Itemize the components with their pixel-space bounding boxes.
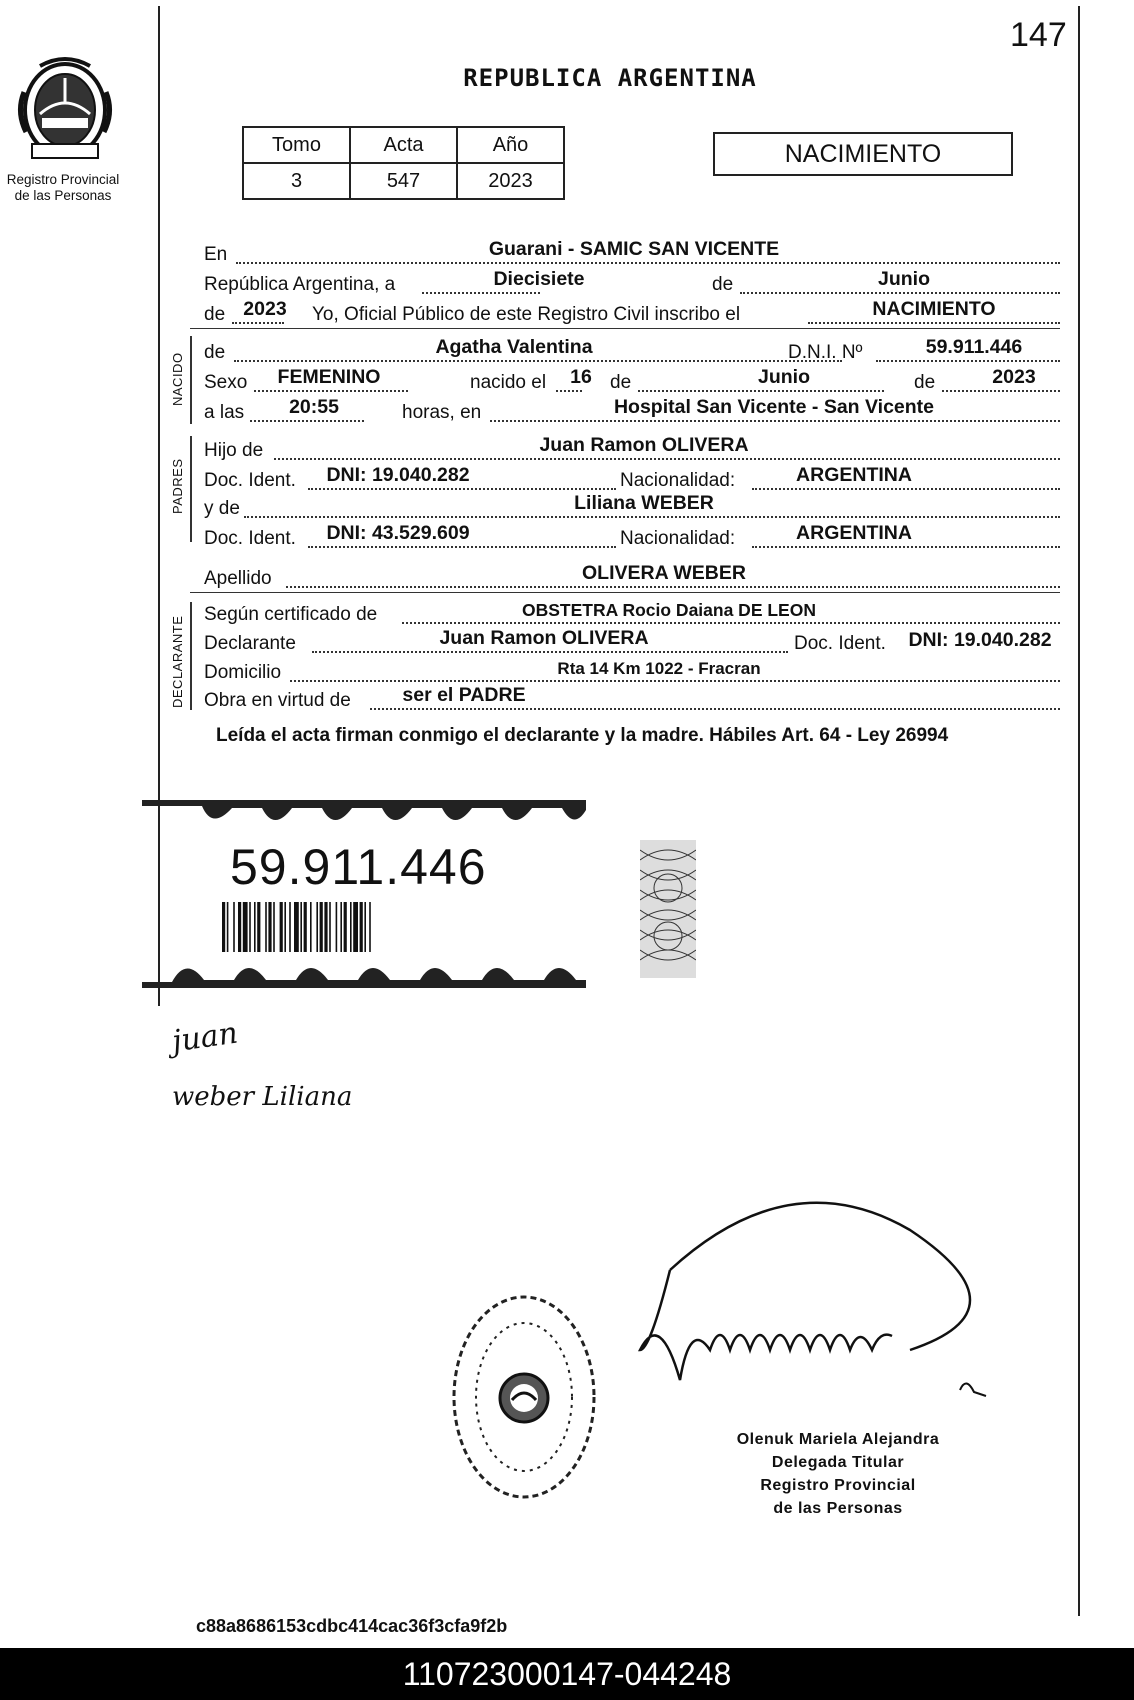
act-type-box: NACIMIENTO [713,132,1013,176]
declarante-section-label: DECLARANTE [170,615,185,708]
baby-name: Agatha Valentina [435,336,593,358]
officer-role: Delegada Titular [771,1454,905,1471]
declarante-row-name [204,627,1060,657]
dni-label: D.N.I. Nº [788,342,863,363]
en-label: En [204,244,228,265]
act-value: NACIMIENTO [872,298,996,320]
y-de-label: y de [204,498,240,519]
barcode-icon [222,902,478,952]
nacido-row-name [204,336,1060,366]
mother-name: Liliana WEBER [574,492,714,514]
obra-label: Obra en virtud de [204,690,351,711]
declarante-bracket [190,602,192,710]
mother-doc-label: Doc. Ident. [204,528,296,549]
left-margin-line [158,6,160,1006]
father-doc: DNI: 19.040.282 [326,464,470,486]
table-value-ano: 2023 [457,163,564,199]
label-bottom-border [142,954,586,988]
oficial-label: Yo, Oficial Público de este Registro Civil inscribo el [312,304,741,325]
intro-row-year [204,298,1060,328]
declarant-doc: DNI: 19.040.282 [908,629,1052,651]
mother-nationality: ARGENTINA [796,522,912,544]
sex-value: FEMENINO [277,366,381,388]
apellido-row [204,562,1060,592]
month-value: Junio [878,268,930,290]
nacido-section-label: NACIDO [170,352,185,406]
table-value-tomo: 3 [243,163,350,199]
father-name: Juan Ramon OLIVERA [539,434,749,456]
cert-label: Según certificado de [204,604,378,625]
day-value: Diecisiete [493,268,585,290]
mother-doc: DNI: 43.529.609 [326,522,470,544]
legal-note: Leída el acta firman conmigo el declarante y la madre. Hábiles Art. 64 - Ley 26994 [216,725,949,746]
hijo-label: Hijo de [204,440,264,461]
intro-row-place [204,238,1060,268]
father-nationality-label: Nacionalidad: [620,470,736,491]
sticker-dni: 59.911.446 [230,839,487,895]
de-label-2: de [610,372,632,393]
padres-row-mother [204,492,1060,522]
officer-org-line2: de las Personas [773,1500,903,1517]
place-value: Guarani - SAMIC SAN VICENTE [488,238,780,260]
de-label-3: de [914,372,936,393]
apellido-label: Apellido [204,568,272,589]
table-header-ano: Año [457,127,564,163]
horas-label: horas, en [402,402,482,423]
table-header-acta: Acta [350,127,457,163]
nacido-row-sex [204,366,1060,396]
padres-section-label: PADRES [170,458,185,514]
declarante-row-obra [204,684,1060,714]
official-stamp-icon [448,1290,600,1504]
de2-label: de [204,304,226,325]
officer-name: Olenuk Mariela Alejandra [736,1431,940,1448]
padres-bracket [190,436,192,542]
footer-code: 110723000147-044248 [0,1648,1134,1700]
section-divider [190,592,1060,593]
decl-label: Declarante [204,633,296,654]
intro-row-date [204,268,1060,298]
apellido-value: OLIVERA WEBER [582,562,746,584]
record-table [242,126,565,200]
father-doc-label: Doc. Ident. [204,470,296,491]
nacido-bracket [190,336,192,424]
domicilio-value: Rta 14 Km 1022 - Fracran [557,659,761,678]
registry-label: Registro Provincial de las Personas [6,172,120,203]
section-divider [190,328,1060,329]
father-nationality: ARGENTINA [796,464,912,486]
sexo-label: Sexo [204,372,248,393]
birth-time: 20:55 [289,396,339,418]
declarante-row-domicilio [204,656,1060,686]
hologram-icon [640,840,696,978]
cert-value: OBSTETRA Rocio Daiana DE LEON [522,600,816,620]
baby-dni: 59.911.446 [925,336,1023,358]
year-value: 2023 [243,298,287,320]
label-top-border [142,800,586,834]
page-title: REPUBLICA ARGENTINA [463,64,757,92]
de-label: de [204,342,226,363]
officer-org-line1: Registro Provincial [760,1477,916,1494]
officer-signature-icon [610,1200,1010,1420]
table-header-tomo: Tomo [243,127,350,163]
declarante-row-cert [204,598,1060,628]
nacido-row-time [204,396,1060,426]
a-las-label: a las [204,402,245,423]
birth-year: 2023 [992,366,1036,388]
republica-label: República Argentina, a [204,274,396,295]
birth-place: Hospital San Vicente - San Vicente [613,396,935,418]
table-value-acta: 547 [350,163,457,199]
decl-doc-label: Doc. Ident. [794,633,886,654]
padres-row-mother-doc [204,522,1060,552]
document-hash: c88a8686153cdbc414cac36f3cfa9f2b [196,1616,508,1636]
page-number: 147 [1010,16,1067,54]
officer-block [688,1428,988,1520]
birth-month: Junio [758,366,810,388]
de-label: de [712,274,734,295]
mother-nationality-label: Nacionalidad: [620,528,736,549]
domicilio-label: Domicilio [204,662,282,683]
padres-row-father-doc [204,464,1060,494]
mother-signature: weber Liliana [172,1082,353,1112]
declarant-name: Juan Ramon OLIVERA [439,627,649,649]
obra-value: ser el PADRE [402,684,526,706]
declarant-signature: juan [169,1015,240,1060]
birth-day: 16 [570,366,592,388]
right-margin-line [1078,6,1080,1616]
nacido-el-label: nacido el [470,372,547,393]
padres-row-father [204,434,1060,464]
